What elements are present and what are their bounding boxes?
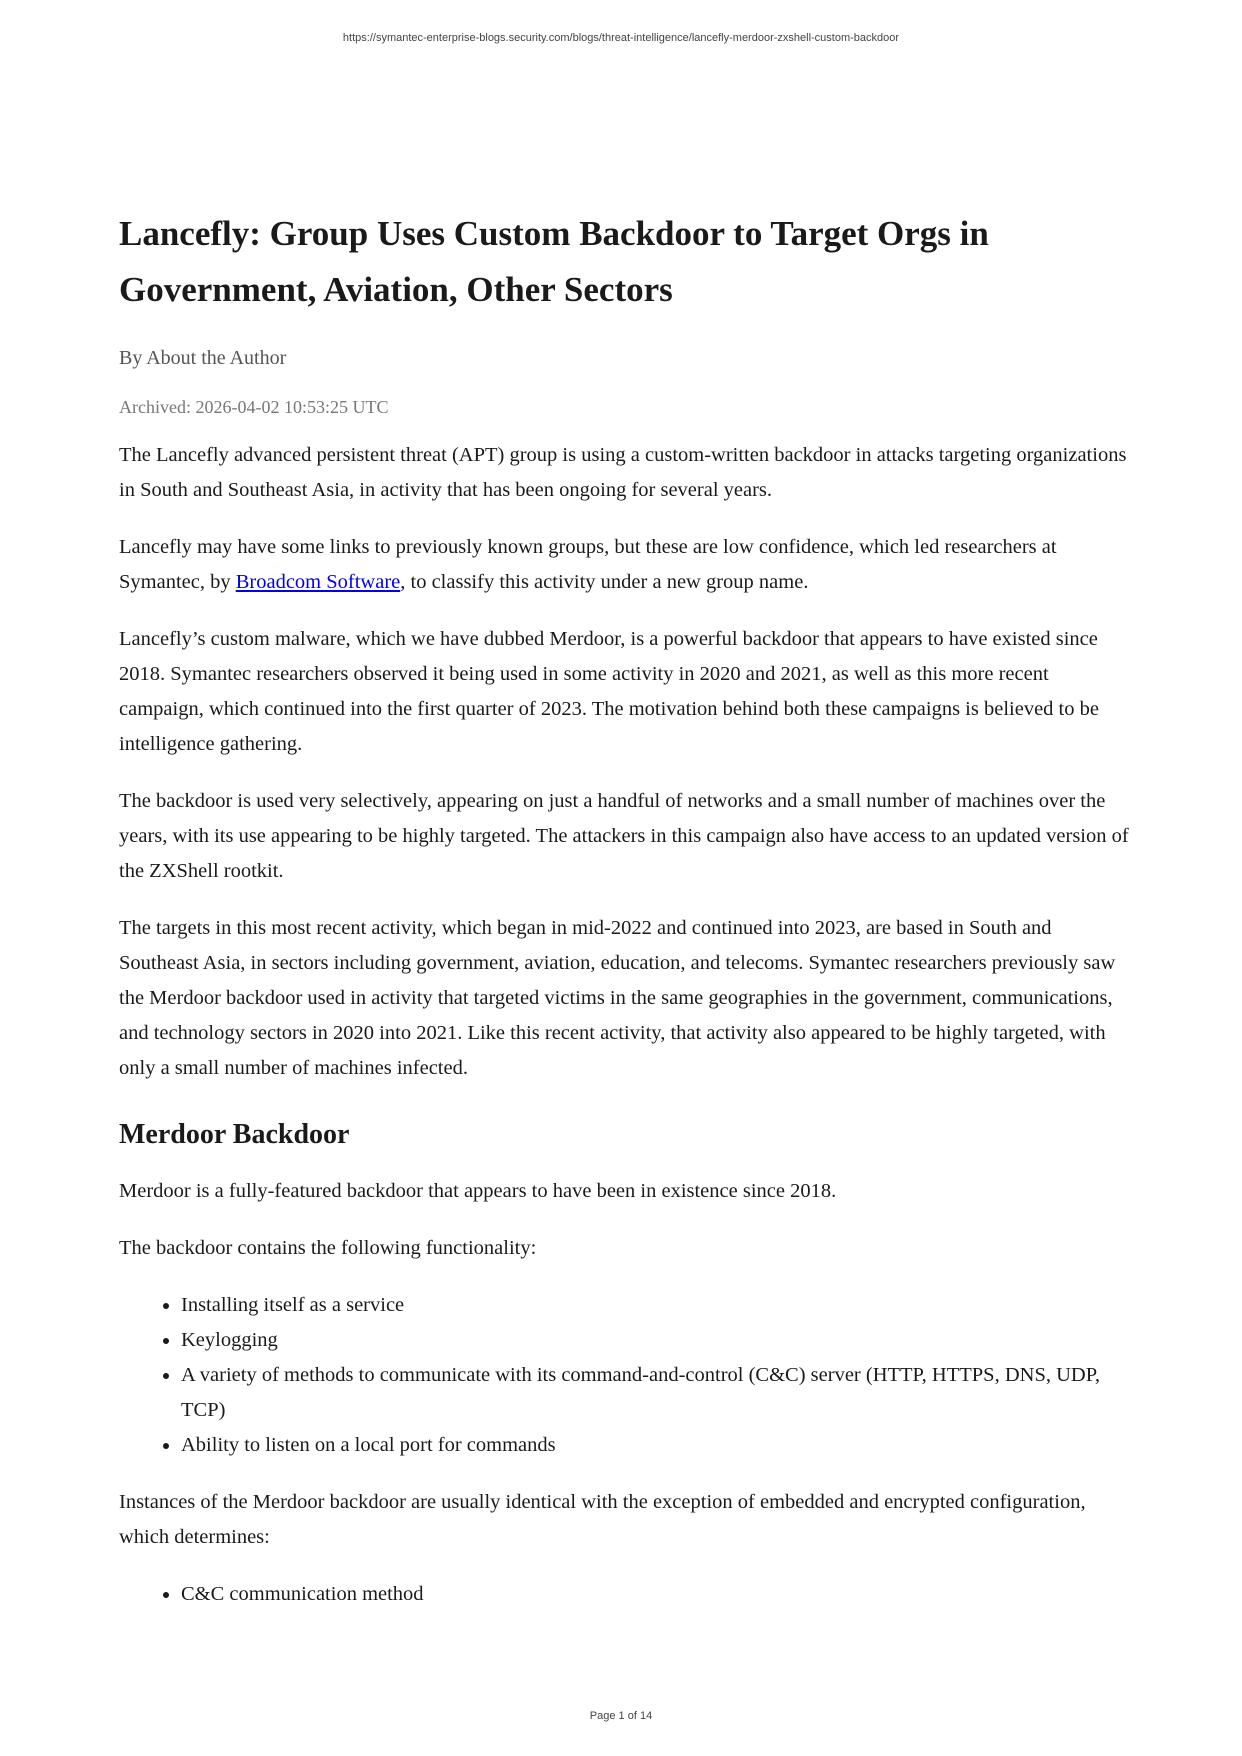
list-item: • Ability to listen on a local port for commands: [181, 1428, 1131, 1463]
paragraph-selective-use: The backdoor is used very selectively, appearing on just a handful of networks and a small number of machines over the years, with its use appearing to be highly targeted. The attackers in this campaign also have access to an updated version of the ZXShell rootkit.: [119, 790, 1129, 882]
paragraph-attribution: [119, 530, 1131, 600]
configuration-list: [119, 1577, 1131, 1612]
paragraph-functionality-intro: The backdoor contains the following functionality:: [119, 1237, 537, 1259]
archived-timestamp: Archived: 2026-04-02 10:53:25 UTC: [119, 397, 389, 417]
list-item: • Keylogging: [181, 1323, 1131, 1358]
list-item: • A variety of methods to communicate with its command-and-control (C&C) server (HTTP, HTTPS, DNS, UDP, TCP): [181, 1358, 1131, 1428]
list-item: • C&C communication method: [181, 1577, 1131, 1612]
section-heading-merdoor: Merdoor Backdoor: [119, 1119, 350, 1150]
paragraph-configuration: Instances of the Merdoor backdoor are usually identical with the exception of embedded and encrypted configuration, which determines:: [119, 1491, 1086, 1548]
paragraph-targets: The targets in this most recent activity, which began in mid-2022 and continued into 2023, are based in South and Southeast Asia, in sectors including government, aviation, education, and telecoms. Symantec researchers previously saw the Merdoor backdoor used in activity that targeted victims in the same geographies in the government, communications, and technology sectors in 2020 into 2021. Like this recent activity, that activity also appeared to be highly targeted, with only a small number of machines infected.: [119, 917, 1116, 1079]
paragraph-intro: The Lancefly advanced persistent threat (APT) group is using a custom-written backdoor in attacks targeting organizations in South and Southeast Asia, in activity that has been ongoing for several years.: [119, 444, 1127, 501]
paragraph-merdoor-intro: Merdoor is a fully-featured backdoor that appears to have been in existence since 2018.: [119, 1180, 837, 1202]
page-number-footer: Page 1 of 14: [589, 1710, 653, 1722]
broadcom-software-link[interactable]: Broadcom Software: [235, 571, 401, 593]
paragraph-attribution-text-after: , to classify this activity under a new group name.: [400, 571, 809, 593]
paragraph-malware: Lancefly’s custom malware, which we have dubbed Merdoor, is a powerful backdoor that appears to have existed since 2018. Symantec researchers observed it being used in some activity in 2020 and 2021, as well as this more recent campaign, which continued into the first quarter of 2023. The motivation behind both these campaigns is believed to be intelligence gathering.: [119, 628, 1099, 755]
page-url-header: https://symantec-enterprise-blogs.security.com/blogs/threat-intelligence/lancefly-merdoor-zxshell-custom-backdoor: [342, 32, 900, 44]
list-item: • Installing itself as a service: [181, 1288, 1131, 1323]
paragraph-attribution-text-before: Lancefly may have some links to previously known groups, but these are low confidence, which led researchers at Symantec, by: [119, 536, 1057, 593]
functionality-list: [119, 1288, 1131, 1463]
article: [119, 206, 1131, 1634]
author-byline: By About the Author: [119, 347, 287, 369]
article-title: Lancefly: Group Uses Custom Backdoor to Target Orgs in Government, Aviation, Other Sectors: [119, 214, 989, 309]
